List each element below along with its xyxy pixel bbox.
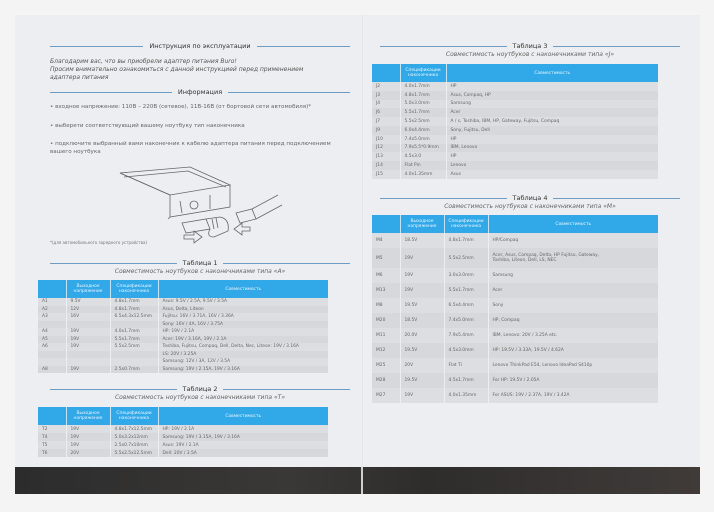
table-row: M20 18.5V 7.4x5.0mm HP, Compaq [372,313,658,328]
table4 [372,215,658,403]
table-row: M4 18.5V 4.8x1.7mm HP/Compaq [372,233,658,248]
bullet-connect: • подключите выбранный вами наконечник к кабелю адаптера питания перед подключением вашего ноутбука [50,141,331,155]
table3-header: Спецификации наконечника Совместимость [372,64,658,82]
fold-line [362,15,363,467]
table-row: M28 19.5V 4.5x1.7mm For HP: 19.5V / 2.05A [372,373,658,388]
footnote: *(для автомобильного зарядного устройства) [50,240,148,245]
table-row: A4 19V 4.0x1.7mm HP: 19V / 2.1A [38,328,328,336]
scan-bottom-band [15,467,700,494]
table3-subtitle: Совместимость ноутбуков с наконечниками типа «J» [445,51,615,58]
table-row: A8 19V 2.5x0.7mm Samsung: 19V / 2.15A, 19V / 3.16A [38,366,328,374]
table-row: M12 19.5V 4.5x3.0mm HP: 19.5V / 3.33A, 19.5V / 4.62A [372,343,658,358]
table-row: J7 5.5x2.5mm A / s, Toshiba, IBM, HP, Gateway, Fujitsu, Compaq [372,117,658,126]
table-row: J4 5.0x3.0mm Samsung [372,100,658,109]
bullet-choose-tip: • выберети соответствующий вашему ноутбуку тип наконечника [50,122,245,129]
table-row: M11 20.0V 7.9x5.4mm IBM, Lenovo: 20V / 3.25A etc. [372,328,658,343]
instructions-heading: Инструкция по эксплуатации [50,40,350,52]
table-row: M27 19V 4.0x1.35mm For ASUS: 19V / 2.37A, 19V / 3.42A [372,388,658,403]
table-row: A5 19V 5.5x1.7mm Acer: 19V / 3.16A, 19V / 2.1A [38,336,328,344]
table1-header: Выходное напряжение Спецификации наконечника Совместимость [38,280,328,298]
table-row: J3 4.8x1.7mm Asus, Compaq, HP [372,91,658,100]
table-row: T5 19V 2.5x0.7x10mm Asus: 19V / 2.1A [38,441,328,449]
table-row: Samsung: 12V / 3A, 12V / 3.5A [38,358,328,366]
table-row: LS: 20V / 3.25A [38,351,328,359]
table-row: M13 19V 5.5x1.7mm Acer [372,283,658,298]
table2-heading: Таблица 2 [50,383,350,395]
table-row: T2 19V 4.8x1.7x12.5mm HP: 19V / 2.1A [38,425,328,433]
table-row: J13 4.5x3.0 HP [372,152,658,161]
table2 [38,407,328,457]
bullet-voltage: • входное напряжение: 110В – 220В (сетевое), 11В-16В (от бортовой сети автомобиля)* [50,104,312,110]
table-row: J10 7.4x5.0mm HP [372,135,658,144]
table-row: J6 5.5x1.7mm Acer [372,108,658,117]
table-row: J9 6.0x4.4mm Sony, Fujitsu, Dell [372,126,658,135]
table-row: T6 20V 5.5x2.5x12.5mm Dell: 20V / 3.5A [38,449,328,457]
table2-subtitle: Совместимость ноутбуков с наконечниками типа «T» [114,394,286,401]
table3-heading: Таблица 3 [380,40,680,52]
table-row: M5 19V 5.5x2.5mm Acer, Asus, Compaq, Delta, HP Fujitsu, Gateway, Toshiba, Liteon, Dell, LS, NEC [372,248,658,268]
table-row: A1 9.5V 4.8x1.7mm Asus: 9.5V / 2.5A, 9.5V / 3.5A [38,298,328,306]
table1-heading: Таблица 1 [50,257,350,269]
table-row: M6 19V 3.0x3.0mm Samsung [372,268,658,283]
table-row: M25 20V Flat Ti Lenovo ThinkPad E54, Lenovo IdeaPad S410p [372,358,658,373]
table4-subtitle: Совместимость ноутбуков с наконечниками типа «M» [444,203,616,210]
table2-header: Выходное напряжение Спецификации наконечника Совместимость [38,407,328,425]
table4-heading: Таблица 4 [380,192,680,204]
table3 [372,64,658,179]
table-row: J12 7.9x5.5*0.9mm IBM, Lenovo [372,144,658,153]
info-bullets [50,104,350,167]
table1-subtitle: Совместимость ноутбуков с наконечниками типа «A» [114,268,286,275]
table-row: J14 Flat Pin Lenovo [372,161,658,170]
laptop-connector-illustration-icon [110,165,290,245]
table4-header: Выходное напряжение Спецификации наконечника Совместимость [372,215,658,233]
table-row: T4 19V 5.0x3.2x12mm Samsung: 19V / 3.15A, 19V / 3.16A [38,433,328,441]
table-row: A3 16V 6.5x4.3x12.5mm Fujitsu: 16V / 3.71A, 16V / 3.36A [38,313,328,321]
table-row: M8 19.5V 6.5x4.4mm Sony [372,298,658,313]
intro-text: Благодарим вас, что вы приобрели адаптер питания Buro! Просим внимательно ознакомиться с данной инструкцией перед применением адаптера питания [50,58,304,81]
table-row: A2 12V 4.8x1.7mm Asus, Delta, Liteon [38,306,328,314]
table-row: Sony: 16V / 4A, 16V / 3.75A [38,321,328,329]
table-row: J15 4.0x1.35mm Asus [372,170,658,179]
band-split [361,467,363,494]
table1 [38,280,328,373]
table-row: A6 19V 5.5x2.5mm Toshiba, Fujitsu, Compaq, Dell, Delta, Nec, Liteon: 19V / 3.16A [38,343,328,351]
table-row: J2 4.0x1.7mm HP [372,82,658,91]
info-heading: Информация [50,86,350,98]
